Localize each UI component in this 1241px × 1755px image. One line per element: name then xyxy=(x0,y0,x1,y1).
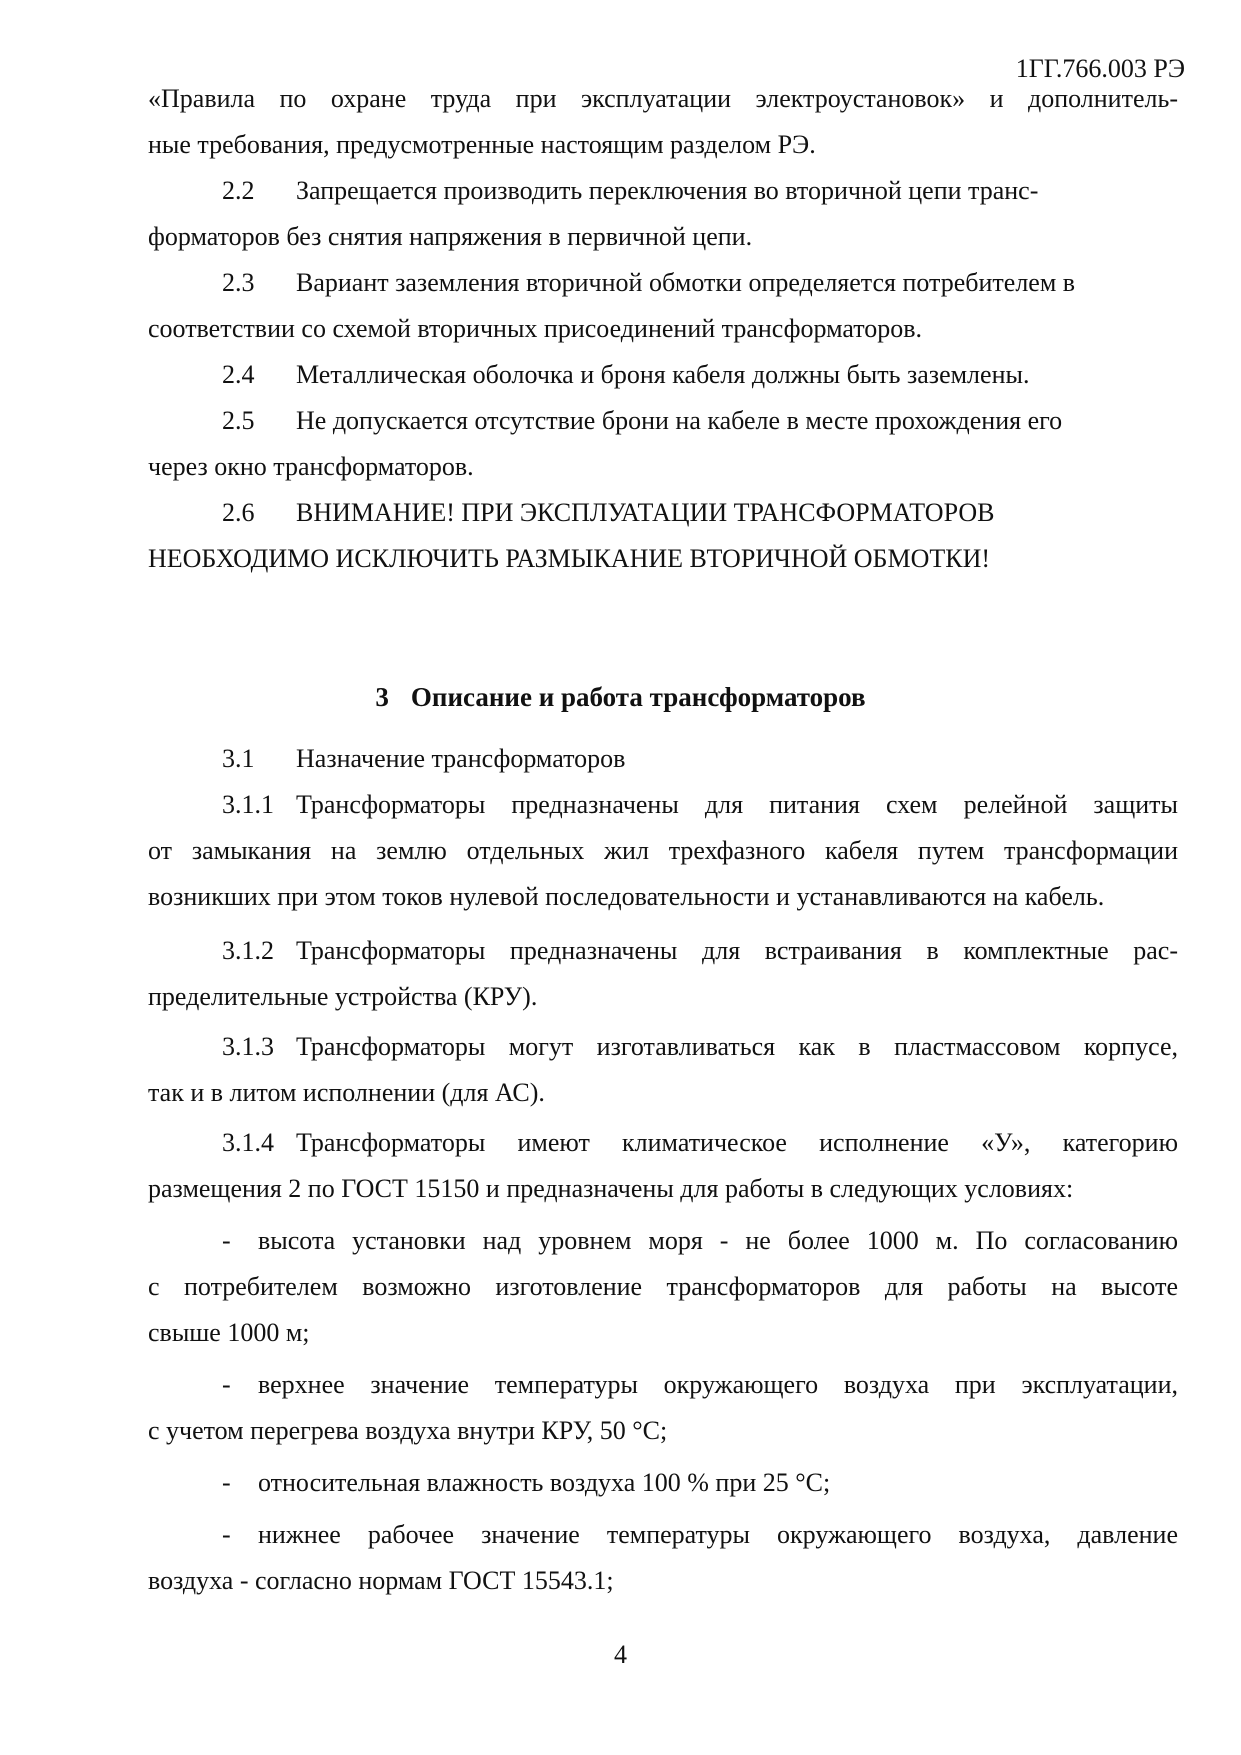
clause-number: 3.1 xyxy=(222,744,255,773)
bullet-item: - верхнее значение температуры окружающего воздуха при эксплуатации, xyxy=(222,1370,1178,1399)
page-number: 4 xyxy=(614,1640,627,1669)
clause-number: 3.1.3 xyxy=(222,1032,274,1061)
paragraph-2-2: 2.2 Запрещается производить переключения во вторичной цепи транс- xyxy=(222,176,1039,205)
paragraph-line: «Правила по охране труда при эксплуатации электроустановок» и дополнитель- xyxy=(148,84,1178,113)
paragraph-2-6-warning: 2.6 ВНИМАНИЕ! ПРИ ЭКСПЛУАТАЦИИ ТРАНСФОРМАТОРОВ xyxy=(222,498,995,527)
clause-number: 2.6 xyxy=(222,498,255,527)
paragraph-line: так и в литом исполнении (для АС). xyxy=(148,1078,545,1107)
bullet-item: - относительная влажность воздуха 100 % при 25 °С; xyxy=(222,1468,831,1497)
clause-number: 3.1.1 xyxy=(222,790,274,819)
document-code: 1ГГ.766.003 РЭ xyxy=(1015,54,1185,83)
paragraph-line: форматоров без снятия напряжения в первичной цепи. xyxy=(148,222,753,251)
paragraph-line: соответствии со схемой вторичных присоединений трансформаторов. xyxy=(148,314,923,343)
bullet-line: свыше 1000 м; xyxy=(148,1318,310,1347)
paragraph-line: возникших при этом токов нулевой последовательности и устанавливаются на кабель. xyxy=(148,882,1105,911)
clause-number: 2.2 xyxy=(222,176,255,205)
paragraph-line: размещения 2 по ГОСТ 15150 и предназначены для работы в следующих условиях: xyxy=(148,1174,1074,1203)
bullet-item: - высота установки над уровнем моря - не более 1000 м. По согласованию xyxy=(222,1226,1178,1255)
clause-number: 2.3 xyxy=(222,268,255,297)
paragraph-2-5: 2.5 Не допускается отсутствие брони на кабеле в месте прохождения его xyxy=(222,406,1063,435)
paragraph-3-1: 3.1 Назначение трансформаторов xyxy=(222,744,626,773)
paragraph-line: ные требования, предусмотренные настоящим разделом РЭ. xyxy=(148,130,816,159)
warning-line: НЕОБХОДИМО ИСКЛЮЧИТЬ РАЗМЫКАНИЕ ВТОРИЧНОЙ ОБМОТКИ! xyxy=(148,544,991,573)
paragraph-3-1-4: 3.1.4 Трансформаторы имеют климатическое исполнение «У», категорию xyxy=(222,1128,1178,1157)
clause-number: 2.4 xyxy=(222,360,255,389)
bullet-line: с потребителем возможно изготовление трансформаторов для работы на высоте xyxy=(148,1272,1178,1301)
dash-bullet: - xyxy=(222,1226,231,1255)
paragraph-line: от замыкания на землю отдельных жил трехфазного кабеля путем трансформации xyxy=(148,836,1178,865)
bullet-line: воздуха - согласно нормам ГОСТ 15543.1; xyxy=(148,1566,614,1595)
section-title: Описание и работа трансформаторов xyxy=(410,682,866,712)
dash-bullet: - xyxy=(222,1370,231,1399)
clause-number: 3.1.2 xyxy=(222,936,274,965)
paragraph-line: пределительные устройства (КРУ). xyxy=(148,982,538,1011)
paragraph-2-4: 2.4 Металлическая оболочка и броня кабеля должны быть заземлены. xyxy=(222,360,1030,389)
paragraph-2-3: 2.3 Вариант заземления вторичной обмотки определяется потребителем в xyxy=(222,268,1076,297)
paragraph-line: через окно трансформаторов. xyxy=(148,452,474,481)
clause-number: 2.5 xyxy=(222,406,255,435)
section-number: 3 xyxy=(375,682,389,712)
paragraph-3-1-2: 3.1.2 Трансформаторы предназначены для встраивания в комплектные рас- xyxy=(222,936,1178,965)
dash-bullet: - xyxy=(222,1468,231,1497)
section-heading xyxy=(0,682,1241,713)
dash-bullet: - xyxy=(222,1520,231,1549)
bullet-line: с учетом перегрева воздуха внутри КРУ, 50 °С; xyxy=(148,1416,668,1445)
clause-number: 3.1.4 xyxy=(222,1128,274,1157)
paragraph-3-1-3: 3.1.3 Трансформаторы могут изготавливаться как в пластмассовом корпусе, xyxy=(222,1032,1178,1061)
bullet-item: - нижнее рабочее значение температуры окружающего воздуха, давление xyxy=(222,1520,1178,1549)
paragraph-3-1-1: 3.1.1 Трансформаторы предназначены для питания схем релейной защиты xyxy=(222,790,1178,819)
